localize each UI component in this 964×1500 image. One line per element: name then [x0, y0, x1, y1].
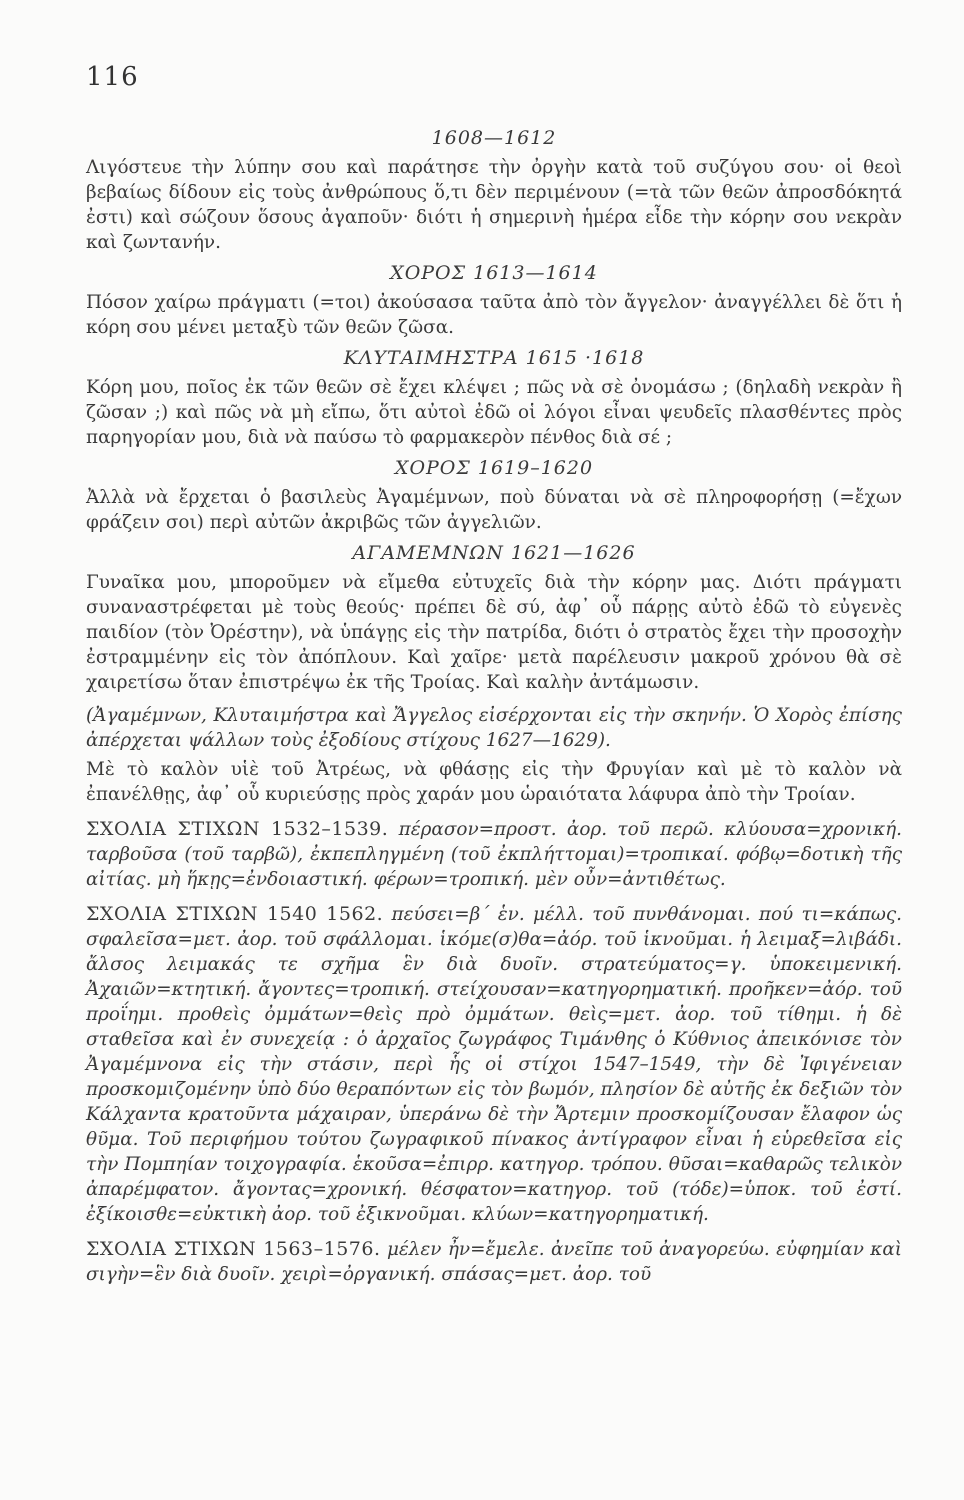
closing-paragraph: Μὲ τὸ καλὸν υἱὲ τοῦ Ἀτρέως, νὰ φθάσῃς εἰς τὴν Φρυγίαν καὶ μὲ τὸ καλὸν νὰ ἐπανέλθῃς, ἀφ᾽ οὗ κυριεύσῃς πρὸς χαράν μου ὡραιότατα λάφυρα ἀπὸ τὴν Τροίαν. [86, 759, 902, 805]
scholia-text: πέρασον=προστ. ἀορ. τοῦ περῶ. κλύουσα=χρονική. ταρβοῦσα (τοῦ ταρβῶ), ἐκπεπληγμένη (τοῦ ἐκπλήττομαι)=τροπικαί. φόβῳ=δοτικὴ τῆς αἰτίας. μὴ ἥκῃς=ἐνδοιαστική. φέρων=τροπική. μὲν οὖν=ἀντιθέτως. [86, 819, 902, 890]
page-text [86, 126, 902, 1291]
section-heading: ΚΛΥΤΑΙΜΗΣΤΡΑ 1615 ·1618 [343, 347, 645, 369]
scholia-text: πεύσει=β΄ ἑν. μέλλ. τοῦ πυνθάνομαι. πού τι=κάπως. σφαλεῖσα=μετ. ἀορ. τοῦ σφάλλομαι. ἱκόμε(σ)θα=ἀόρ. τοῦ ἱκνοῦμαι. ἡ λειμαξ=λιβάδι. ἄλσος λειμακάς τε σχῆμα ἓν διὰ δυοῖν. στρατεύματος=γ. ὑποκειμενική. Ἀχαιῶν=κτητική. ἄγοντες=τροπική. στείχουσαν=κατηγορηματική. προῆκεν=ἀόρ. τοῦ προΐημι. προθεὶς ὀμμάτων=θεὶς πρὸ ὀμμάτων. θεὶς=μετ. ἀορ. τοῦ τίθημι. ἡ δὲ σταθεῖσα καὶ ἐν συνεχείᾳ : ὁ ἀρχαῖος ζωγράφος Τιμάνθης ὁ Κύθνιος ἀπεικόνισε τὸν Ἀγαμέμνονα εἰς τὴν στάσιν, περὶ ἧς οἱ στίχοι 1547–1549, τὴν δὲ Ἰφιγένειαν προσκομιζομένην ὑπὸ δύο θεραπόντων εἰς τὸν βωμόν, πλησίον δὲ αὐτῆς ἐκ δεξιῶν τὸν Κάλχαντα κρατοῦντα μάχαιραν, ὑπεράνω δὲ τὴν Ἄρτεμιν προσκομίζουσαν ἔλαφον ὡς θῦμα. Τοῦ περιφήμου τούτου ζωγραφικοῦ πίνακος ἀντίγραφον εἶναι ἡ εὑρεθεῖσα εἰς τὴν Πομπηίαν τοιχογραφία. ἑκοῦσα=ἐπιρρ. κατηγορ. τρόπου. θῦσαι=καθαρῶς τελικὸν ἀπαρέμφατον. ἄγοντας=χρονική. θέσφατον=κατηγορ. τοῦ (τόδε)=ὑποκ. τοῦ ἐστί. ἐξίκοισθε=εὐκτικὴ ἀορ. τοῦ ἐξικνοῦμαι. κλύων=κατηγορηματική. [86, 904, 902, 1225]
section-heading: ΧΟΡΟΣ 1613—1614 [390, 262, 598, 284]
section-paragraph: Ἀλλὰ νὰ ἔρχεται ὁ βασιλεὺς Ἀγαμέμνων, ποὺ δύναται νὰ σὲ πληροφορήσῃ (=ἔχων φράζειν σοι) περὶ αὐτῶν ἀκριβῶς τῶν ἀγγελιῶν. [86, 487, 902, 533]
section-paragraph: Γυναῖκα μου, μποροῦμεν νὰ εἴμεθα εὐτυχεῖς διὰ τὴν κόρην μας. Διότι πράγματι συναναστρέφεται μὲ τοὺς θεούς· πρέπει δὲ σύ, ἀφ᾽ οὗ πάρῃς αὐτὸ ἐδῶ τὸ εὐγενὲς παιδίον (τὸν Ὀρέστην), νὰ ὑπάγῃς εἰς τὴν πατρίδα, διότι ὁ στρατὸς ἔχει τὴν προσοχὴν ἐστραμμένην εἰς τὸν ἀπόπλουν. Καὶ χαῖρε· μετὰ παρέλευσιν μακροῦ χρόνου θὰ σὲ χαιρετίσω ὅταν ἐπιστρέψω ἐκ τῆς Τροίας. Καὶ καλὴν ἀντάμωσιν. [86, 572, 902, 693]
section-heading: ΧΟΡΟΣ 1619–1620 [394, 457, 594, 479]
scholia-note [86, 817, 902, 892]
scholia-text: μέλεν ἦν=ἔμελε. ἀνεῖπε τοῦ ἀναγορεύω. εὐφημίαν καὶ σιγὴν=ἓν διὰ δυοῖν. χειρὶ=ὀργανική. σπάσας=μετ. ἀορ. τοῦ [86, 1239, 902, 1285]
scholia-note [86, 1237, 902, 1287]
scholia-note [86, 902, 902, 1227]
page-number: 116 [86, 62, 139, 92]
scholia-label: ΣΧΟΛΙΑ ΣΤΙΧΩΝ 1540 1562. [86, 903, 384, 925]
stage-direction: (Ἀγαμέμνων, Κλυταιμήστρα καὶ Ἄγγελος εἰσέρχονται εἰς τὴν σκηνήν. Ὁ Χορὸς ἐπίσης ἀπέρχεται ψάλλων τοὺς ἐξοδίους στίχους 1627—1629). [86, 705, 902, 751]
section-paragraph: Κόρη μου, ποῖος ἐκ τῶν θεῶν σὲ ἔχει κλέψει ; πῶς νὰ σὲ ὀνομάσω ; (δηλαδὴ νεκρὰν ἢ ζῶσαν ;) καὶ πῶς νὰ μὴ εἴπω, ὅτι αὐτοὶ ἐδῶ οἱ λόγοι εἶναι ψευδεῖς πλασθέντες πρὸς παρηγορίαν μου, διὰ νὰ παύσω τὸ φαρμακερὸν πένθος διὰ σέ ; [86, 377, 902, 448]
section-heading: 1608—1612 [431, 127, 557, 149]
section-paragraph: Πόσον χαίρω πράγματι (=τοι) ἀκούσασα ταῦτα ἀπὸ τὸν ἄγγελον· ἀναγγέλλει δὲ ὅτι ἡ κόρη σου μένει μεταξὺ τῶν θεῶν ζῶσα. [86, 292, 902, 338]
section-heading: ΑΓΑΜΕΜΝΩΝ 1621—1626 [352, 542, 636, 564]
scholia-label: ΣΧΟΛΙΑ ΣΤΙΧΩΝ 1532–1539. [86, 818, 389, 840]
section-paragraph: Λιγόστευε τὴν λύπην σου καὶ παράτησε τὴν ὀργὴν κατὰ τοῦ συζύγου σου· οἱ θεοὶ βεβαίως δίδουν εἰς τοὺς ἀνθρώπους ὅ,τι δὲν περιμένουν (=τὰ τῶν θεῶν ἀπροσδόκητά ἐστι) καὶ σώζουν ὅσους ἀγαποῦν· διότι ἡ σημερινὴ ἡμέρα εἶδε τὴν κόρην σου νεκρὰν καὶ ζωντανήν. [86, 157, 902, 253]
scholia-label: ΣΧΟΛΙΑ ΣΤΙΧΩΝ 1563–1576. [86, 1238, 381, 1260]
